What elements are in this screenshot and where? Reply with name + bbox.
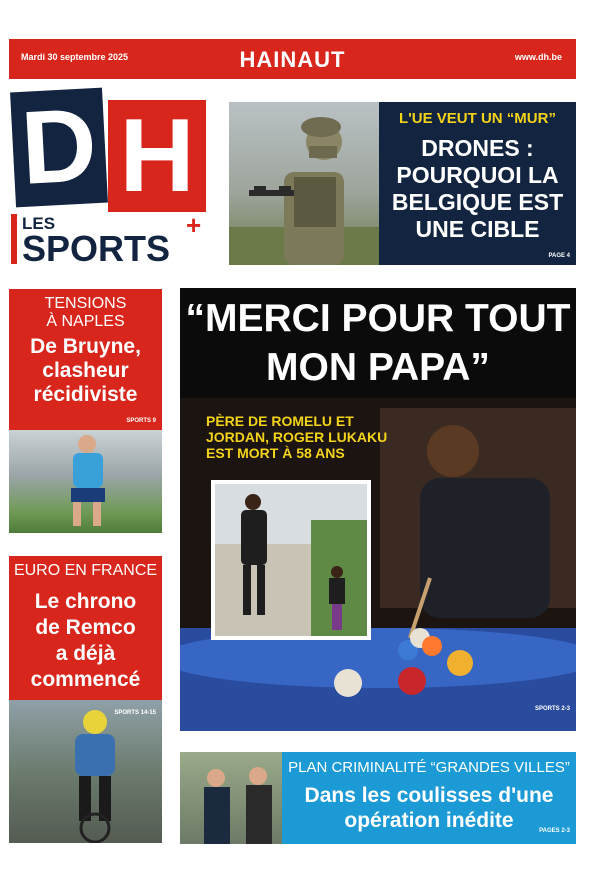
main-headline-line: “MERCI POUR TOUT bbox=[185, 297, 571, 340]
euro-headline-line: de Remco bbox=[35, 616, 136, 639]
logo-letter-d: D bbox=[18, 87, 100, 207]
drones-headline-line: UNE CIBLE bbox=[415, 216, 540, 242]
drones-headline-line: POURQUOI LA bbox=[396, 162, 559, 188]
remco-photo[interactable] bbox=[9, 700, 162, 843]
soldier-drone-photo[interactable] bbox=[229, 102, 379, 265]
de-bruyne-teaser[interactable] bbox=[9, 289, 162, 430]
naples-headline-line: De Bruyne, bbox=[30, 335, 141, 358]
police-operation-photo[interactable] bbox=[180, 752, 282, 844]
naples-headline-line: clasheur bbox=[42, 359, 129, 382]
main-headline-line: MON PAPA” bbox=[266, 346, 490, 389]
crime-page-ref: PAGES 2-3 bbox=[539, 828, 570, 834]
logo-les: LES bbox=[22, 214, 56, 233]
euro-headline-line: Le chrono bbox=[34, 590, 137, 613]
euro-headline-line: a déjà bbox=[55, 642, 116, 665]
main-page-ref: SPORTS 2-3 bbox=[534, 706, 570, 712]
crime-headline-line: opération inédite bbox=[344, 809, 514, 832]
drones-headline-line: BELGIQUE EST bbox=[391, 189, 564, 215]
edition-region: HAINAUT bbox=[239, 47, 346, 72]
naples-headline-line: récidiviste bbox=[33, 383, 138, 406]
euro-kicker: EURO EN FRANCE bbox=[13, 562, 158, 579]
drones-headline-line: DRONES : bbox=[421, 135, 534, 161]
drones-kicker: L'UE VEUT UN “MUR” bbox=[399, 110, 556, 127]
euro-headline bbox=[9, 589, 162, 693]
naples-kicker bbox=[9, 295, 162, 331]
main-headline bbox=[180, 294, 576, 392]
main-sub-line: EST MORT À 58 ANS bbox=[206, 445, 345, 461]
euro-page-ref: SPORTS 14-15 bbox=[114, 710, 156, 716]
naples-page-ref: SPORTS 9 bbox=[126, 418, 156, 424]
logo-d-block bbox=[10, 88, 108, 208]
de-bruyne-photo[interactable] bbox=[9, 430, 162, 533]
logo-letter-h: H bbox=[119, 98, 195, 214]
crime-headline bbox=[282, 783, 576, 833]
family-inset-photo[interactable] bbox=[211, 480, 371, 640]
officers-illustration bbox=[180, 752, 282, 844]
drones-page-ref: PAGE 4 bbox=[548, 253, 570, 259]
main-subheadline bbox=[206, 413, 387, 461]
footballer-illustration bbox=[9, 430, 162, 533]
logo-accent-bar bbox=[11, 214, 17, 264]
logo-sports: SPORTS bbox=[22, 228, 171, 269]
logo-plus: + bbox=[186, 210, 202, 240]
drones-headline bbox=[379, 135, 576, 243]
issue-date: Mardi 30 septembre 2025 bbox=[21, 52, 129, 62]
drones-teaser[interactable] bbox=[379, 102, 576, 265]
euro-headline-line: commencé bbox=[30, 668, 141, 691]
naples-kicker-line: TENSIONS bbox=[44, 295, 127, 312]
crime-plan-teaser[interactable] bbox=[282, 752, 576, 844]
header-bar bbox=[9, 39, 576, 79]
crime-kicker: PLAN CRIMINALITÉ “GRANDES VILLES” bbox=[288, 759, 570, 776]
crime-headline-line: Dans les coulisses d'une bbox=[304, 784, 554, 807]
remco-teaser[interactable] bbox=[9, 556, 162, 700]
father-child-illustration bbox=[211, 480, 371, 640]
main-sub-line: JORDAN, ROGER LUKAKU bbox=[206, 429, 388, 445]
cyclist-illustration bbox=[9, 700, 162, 843]
naples-kicker-line: À NAPLES bbox=[46, 313, 125, 330]
website-link[interactable]: www.dh.be bbox=[514, 52, 562, 62]
main-sub-line: PÈRE DE ROMELU ET bbox=[206, 413, 354, 429]
logo-h-block bbox=[108, 100, 206, 212]
naples-headline bbox=[9, 335, 162, 407]
soldier-illustration bbox=[229, 102, 379, 265]
